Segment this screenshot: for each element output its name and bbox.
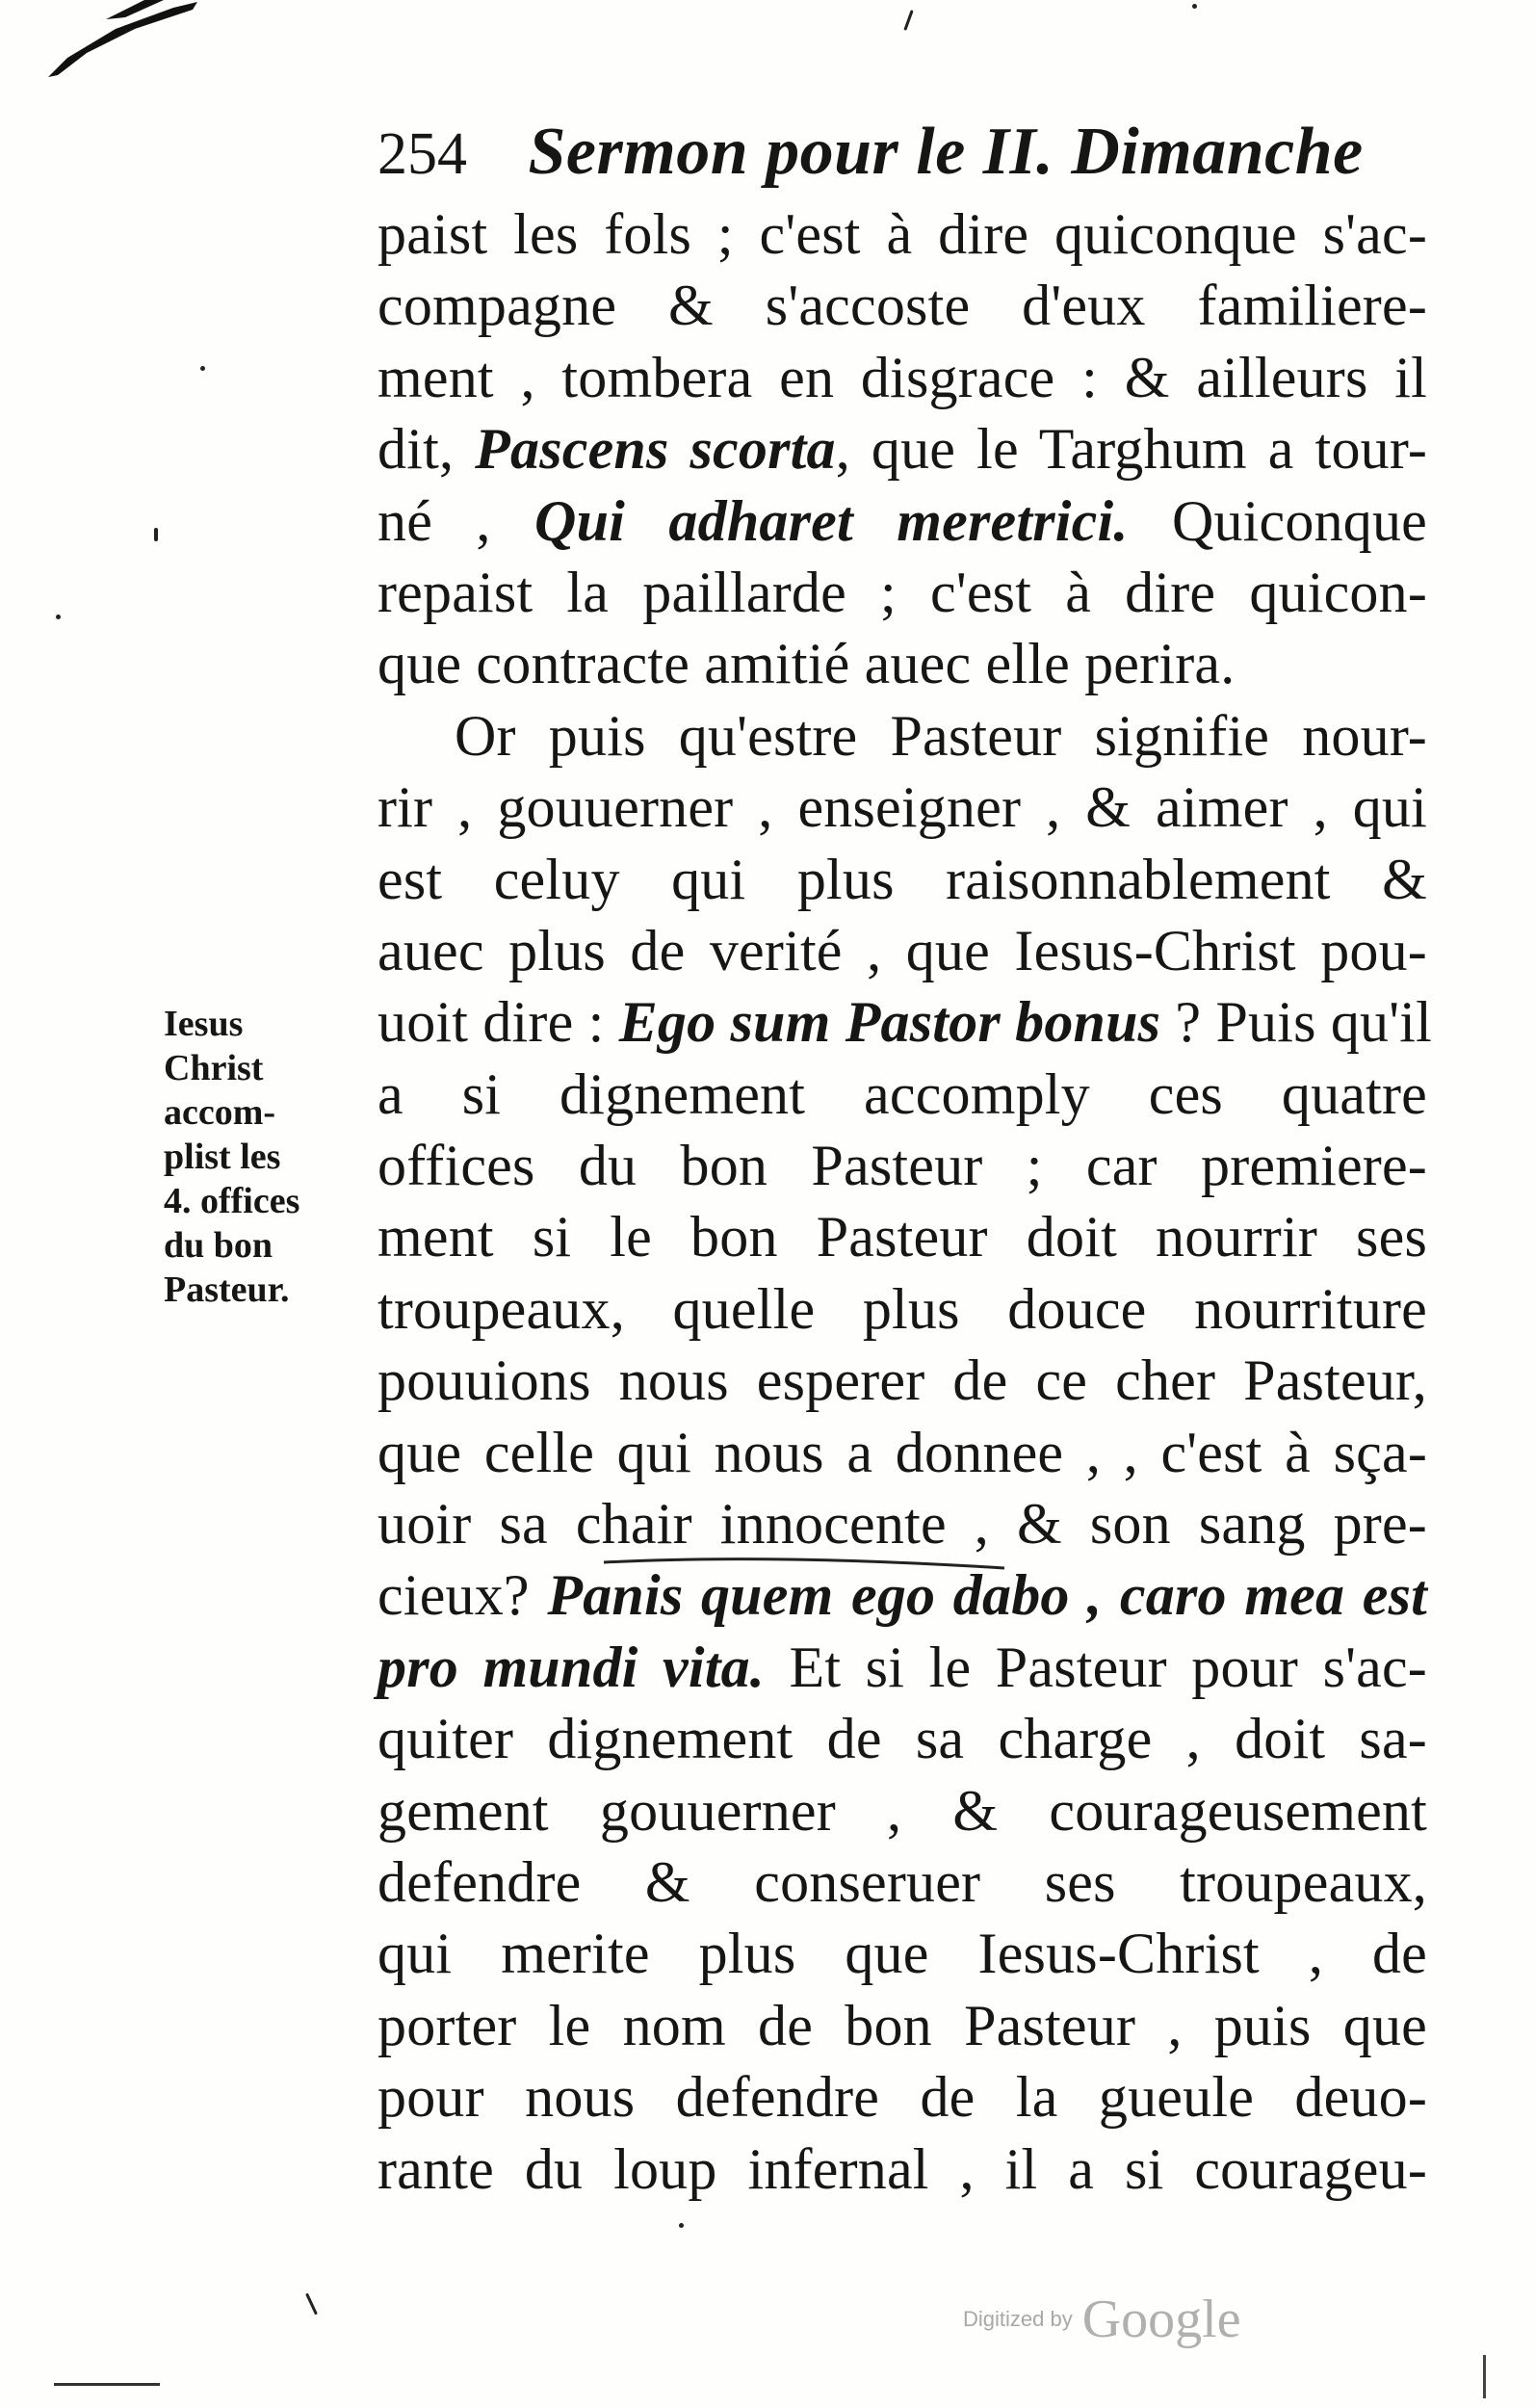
text-run: qui merite plus que Iesus-Christ , de xyxy=(377,1922,1427,1986)
ink-speck xyxy=(200,366,205,371)
text-line xyxy=(377,772,1427,843)
latin-quotation: pro mundi vita. xyxy=(377,1635,765,1699)
text-run: defendre & conseruer ses troupeaux, xyxy=(377,1849,1427,1914)
text-run: offices du bon Pasteur ; car premiere- xyxy=(377,1134,1427,1198)
text-run: a si dignement accomply ces quatre xyxy=(377,1061,1427,1126)
text-run: ? Puis qu'il xyxy=(1160,990,1432,1055)
running-title: Sermon pour le II. Dimanche xyxy=(528,115,1364,189)
text-line xyxy=(377,342,1427,413)
running-header xyxy=(377,114,1364,191)
latin-quotation: Panis quem ego dabo , caro mea est xyxy=(547,1563,1427,1628)
scan-artifact-mark xyxy=(48,0,202,87)
latin-quotation: Qui adharet meretrici. xyxy=(534,488,1129,553)
text-line xyxy=(377,1488,1427,1559)
watermark-logo: Google xyxy=(1081,2290,1241,2349)
margin-note-line: 4. offices xyxy=(164,1181,300,1221)
text-line xyxy=(377,1130,1427,1201)
right-edge-tick xyxy=(1483,2355,1486,2398)
text-run: rir , gouuerner , enseigner , & aimer , qui xyxy=(377,775,1427,840)
latin-quotation: Pascens scorta xyxy=(475,417,836,482)
text-line xyxy=(377,1059,1427,1130)
page-number: 254 xyxy=(377,121,467,187)
text-run: Or puis qu'estre Pasteur signifie nour- xyxy=(455,703,1427,768)
text-run: gement gouuerner , & courageusement xyxy=(377,1778,1427,1843)
text-line xyxy=(377,1990,1427,2061)
text-line xyxy=(377,986,1432,1058)
text-run: est celuy qui plus raisonnablement & xyxy=(377,847,1427,911)
text-run: uoir sa chair innocente , & son sang pre- xyxy=(377,1492,1427,1557)
text-line xyxy=(377,2061,1427,2133)
ink-speck xyxy=(154,528,158,541)
text-line xyxy=(377,2133,1427,2205)
digitized-watermark xyxy=(963,2289,1241,2356)
latin-quotation: Ego sum Pastor bonus xyxy=(618,990,1161,1055)
text-run: dit, xyxy=(377,417,476,482)
text-run: Quiconque xyxy=(1128,488,1427,553)
text-line xyxy=(377,557,1427,628)
text-run: repaist la paillarde ; c'est à dire quicon- xyxy=(377,560,1427,624)
text-run: paist les fols ; c'est à dire quiconque s'ac- xyxy=(377,202,1427,266)
text-line xyxy=(377,1417,1427,1488)
text-run: , que le Targhum a tour- xyxy=(835,417,1428,482)
text-line xyxy=(377,1918,1427,1989)
handwritten-underline xyxy=(602,1555,1006,1578)
ink-speck xyxy=(903,10,913,31)
text-run: compagne & s'accoste d'eux familiere- xyxy=(377,274,1427,338)
text-run: que celle qui nous a donnee , , c'est à sça- xyxy=(377,1420,1427,1484)
text-line xyxy=(377,270,1427,341)
text-run: troupeaux, quelle plus douce nourriture xyxy=(377,1276,1427,1341)
bottom-rule xyxy=(54,2383,160,2386)
body-text xyxy=(377,198,1432,2205)
text-line xyxy=(377,1273,1427,1345)
text-line xyxy=(377,1703,1427,1774)
text-run: uoit dire : xyxy=(377,990,619,1055)
ink-speck xyxy=(305,2292,318,2315)
text-run: Et si le Pasteur pour s'ac- xyxy=(764,1635,1427,1699)
text-line xyxy=(377,1846,1427,1918)
margin-note-line: accom- xyxy=(164,1092,276,1133)
text-line xyxy=(377,1201,1427,1272)
text-line xyxy=(377,198,1427,270)
margin-note-line: plist les xyxy=(164,1137,281,1177)
text-run: auec plus de verité , que Iesus-Christ pou- xyxy=(377,918,1427,982)
margin-note-line: Pasteur. xyxy=(164,1269,290,1310)
text-line xyxy=(377,844,1427,915)
text-run: rante du loup infernal , il a si courageu- xyxy=(377,2136,1427,2201)
margin-note-line: Christ xyxy=(164,1048,264,1088)
text-run: porter le nom de bon Pasteur , puis que xyxy=(377,1993,1427,2057)
margin-note xyxy=(164,1002,356,1312)
margin-note-line: du bon xyxy=(164,1225,273,1266)
text-run: pour nous defendre de la gueule deuo- xyxy=(377,2065,1427,2130)
text-run: ment , tombera en disgrace : & ailleurs il xyxy=(377,345,1427,409)
watermark-prefix: Digitized by xyxy=(963,2307,1073,2331)
ink-speck xyxy=(56,615,61,619)
text-run: né , xyxy=(377,488,535,553)
text-line xyxy=(377,1632,1427,1703)
text-run: que contracte amitié auec elle perira. xyxy=(377,632,1236,696)
text-run: quiter dignement de sa charge , doit sa- xyxy=(377,1707,1427,1771)
text-line xyxy=(377,485,1427,557)
text-run: cieux? xyxy=(377,1563,548,1628)
text-line xyxy=(377,1775,1427,1846)
text-line xyxy=(377,700,1427,772)
text-line xyxy=(377,915,1427,986)
text-line xyxy=(377,628,1427,699)
ink-speck xyxy=(1192,4,1197,9)
text-run: ment si le bon Pasteur doit nourrir ses xyxy=(377,1205,1427,1269)
ink-speck xyxy=(679,2223,684,2228)
text-run: pouuions nous esperer de ce cher Pasteur, xyxy=(377,1348,1427,1413)
margin-note-line: Iesus xyxy=(164,1004,244,1044)
text-line xyxy=(377,1345,1427,1416)
text-line xyxy=(377,413,1427,484)
